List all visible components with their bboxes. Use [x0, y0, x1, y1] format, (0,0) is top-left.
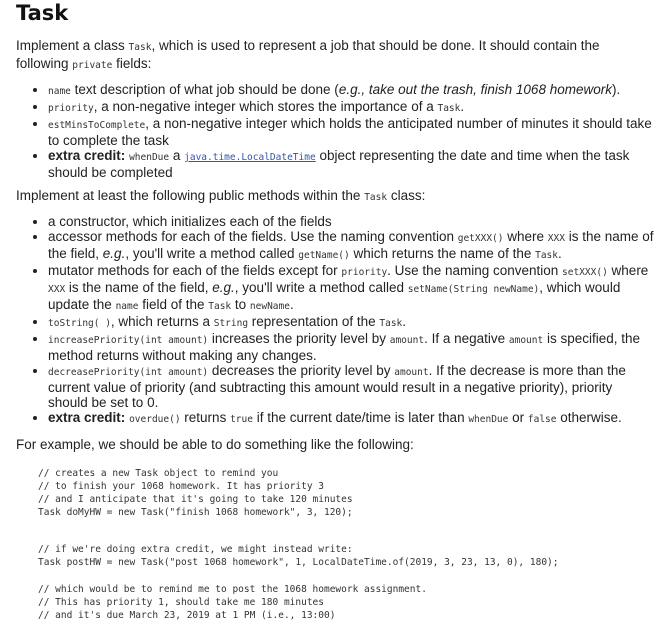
method-text: representation of the — [248, 314, 380, 329]
method-text: returns — [180, 410, 231, 425]
method-text: , which would update the — [48, 280, 621, 312]
method-code: getXXX() — [457, 233, 504, 244]
intro-text: Implement a class — [16, 38, 129, 53]
intro-text: , which is used to represent a job that should be done. It should contain the following — [16, 38, 600, 71]
method-italic: e.g. — [212, 280, 235, 295]
method-text: . — [557, 246, 562, 261]
method-text: decreases the priority level by — [208, 363, 395, 378]
fields-list — [16, 82, 655, 180]
extra-credit-label: extra credit: — [48, 410, 126, 425]
field-item-whendue — [48, 148, 655, 180]
method-item-constructor: • a constructor, which initializes each of the fields — [48, 214, 655, 229]
method-code: XXX — [547, 233, 565, 244]
method-code: false — [527, 414, 557, 425]
method-text: field of the — [138, 297, 209, 312]
class-name-code: Task — [128, 42, 152, 53]
example-intro: For example, we should be able to do something like the following: — [16, 437, 414, 452]
private-keyword-code: private — [72, 60, 113, 71]
method-text: is the name of the field, — [48, 229, 654, 261]
localdatetime-link[interactable]: java.time.LocalDateTime — [184, 152, 316, 163]
method-text: is the name of the field, — [65, 280, 213, 295]
field-text: ). — [611, 82, 621, 97]
method-text: mutator methods for each of the fields except for — [48, 263, 342, 278]
code-block-extra-credit: // if we're doing extra credit, we might instead write: Task postHW = new Task("post 1068 homework", 1, LocalDateTime.of(2019, 3, 23, 13, 0), 180); — [38, 544, 559, 568]
method-code: Task — [535, 250, 558, 261]
method-text: where — [503, 229, 548, 244]
method-code: setName(String newName) — [407, 284, 540, 295]
method-code: newName — [249, 301, 290, 312]
method-item-decrease-priority — [48, 363, 655, 410]
method-text: . If the decrease is more than the current value of priority (and subtracting this amount would result in a negative priority), priority should be set to 0. — [48, 363, 626, 410]
method-code: amount — [389, 335, 425, 346]
method-text: if the current date/time is later than — [252, 410, 469, 425]
field-code: whenDue — [129, 152, 170, 163]
method-code: priority — [341, 267, 388, 278]
method-code: String — [213, 318, 249, 329]
method-text: , you'll write a method called — [234, 280, 408, 295]
method-code: name — [115, 301, 139, 312]
method-text: . — [289, 297, 294, 312]
field-text: , a non-negative integer which stores the importance of a — [93, 99, 438, 114]
class-name-code: Task — [364, 192, 388, 203]
field-text: , a non-negative integer which holds the anticipated number of minutes it should take to complete the task — [48, 116, 652, 148]
method-item-overdue — [48, 410, 655, 427]
field-text: . — [460, 99, 465, 114]
method-text: accessor methods for each of the fields. Use the naming convention — [48, 229, 458, 244]
method-code: amount — [394, 367, 429, 378]
method-text: , which returns a — [110, 314, 214, 329]
extra-credit-label: extra credit: — [48, 148, 126, 163]
method-code: overdue() — [129, 414, 181, 425]
field-text: object representing the date and time when the task should be completed — [48, 148, 630, 180]
code-block-create-task: // creates a new Task object to remind you // to finish your 1068 homework. It has priority 3 // and I anticipate that it's going to take 120 minutes Task doMyHW = new Task("finish 1068 homework", 3, 120); — [38, 468, 353, 518]
method-code: setXXX() — [562, 267, 608, 278]
field-item-estmins — [48, 116, 655, 148]
field-code: name — [48, 86, 71, 97]
method-text: is specified, the method returns without making any changes. — [48, 331, 641, 363]
field-code: Task — [437, 103, 461, 114]
method-text: . Use the naming convention — [387, 263, 563, 278]
methods-intro-text: Implement at least the following public methods within the — [16, 188, 365, 203]
method-text: otherwise. — [556, 410, 622, 425]
field-item-priority — [48, 99, 655, 116]
field-example: e.g., take out the trash, finish 1068 homework — [338, 82, 612, 97]
field-text: a — [169, 148, 185, 163]
method-text: or — [508, 410, 528, 425]
methods-intro-text: class: — [387, 188, 426, 203]
method-text: , you'll write a method called — [125, 246, 299, 261]
method-item-mutator — [48, 263, 655, 314]
intro-text: fields: — [112, 56, 152, 71]
method-italic: e.g. — [102, 246, 126, 261]
method-code: toString( ) — [48, 318, 111, 329]
code-block-comments: // which would be to remind me to post the 1068 homework assignment. // This has priority 1, should take me 180 minutes // and it's due March 23, 2019 at 1 PM (i.e., 13:00) — [38, 584, 427, 621]
method-code: whenDue — [468, 414, 509, 425]
method-code: Task — [208, 301, 232, 312]
method-text: . If a negative — [424, 331, 509, 346]
method-text: where — [607, 263, 649, 278]
intro-paragraph — [16, 38, 655, 74]
field-code: priority — [48, 103, 94, 114]
methods-list — [16, 214, 655, 427]
method-code: true — [230, 414, 253, 425]
field-code: estMinsToComplete — [48, 120, 146, 131]
method-code: decreasePriority(int amount) — [48, 367, 209, 378]
method-item-accessor — [48, 229, 655, 263]
method-text: to — [231, 297, 250, 312]
method-code: getName() — [298, 250, 350, 261]
method-code: Task — [379, 318, 403, 329]
method-item-tostring — [48, 314, 655, 331]
method-code: amount — [508, 335, 544, 346]
method-code: XXX — [48, 284, 66, 295]
method-text: . — [402, 314, 407, 329]
field-text: text description of what job should be done ( — [70, 82, 339, 97]
method-text: increases the priority level by — [208, 331, 390, 346]
method-text: which returns the name of the — [349, 246, 536, 261]
field-item-name — [48, 82, 655, 99]
method-code: increasePriority(int amount) — [48, 335, 209, 346]
page-title: Task — [16, 1, 69, 25]
methods-intro-paragraph — [16, 188, 655, 206]
method-item-increase-priority — [48, 331, 655, 363]
